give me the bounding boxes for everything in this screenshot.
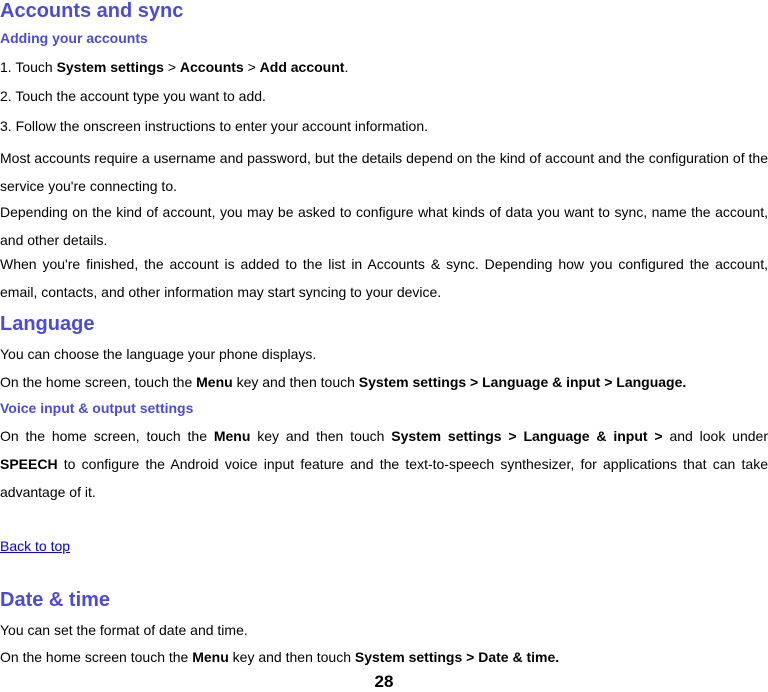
back-to-top-link[interactable]: Back to top — [0, 538, 71, 554]
subsection-title-voice: Voice input & output settings — [0, 400, 194, 416]
datetime-p2-middle: key and then touch — [228, 649, 355, 665]
step-1-suffix: . — [344, 59, 349, 75]
section-title-language: Language — [0, 313, 95, 335]
step-1-separator: > — [243, 59, 260, 75]
datetime-paragraph-2 — [0, 643, 768, 671]
accounts-paragraph-2: Depending on the kind of account, you may be asked to configure what kinds of data you want to sync, name the account, and other details. — [0, 204, 768, 248]
subsection-title-adding-accounts: Adding your accounts — [0, 30, 148, 46]
voice-paragraph — [0, 422, 768, 506]
menu-key-label: Menu — [196, 374, 233, 390]
menu-key-label: Menu — [192, 649, 229, 665]
datetime-paragraph-1: You can set the format of date and time. — [0, 622, 248, 638]
step-1-prefix: 1. Touch — [0, 59, 57, 75]
language-p2-prefix: On the home screen, touch the — [0, 374, 197, 390]
step-1-accounts: Accounts — [179, 59, 244, 75]
language-paragraph-2 — [0, 368, 768, 396]
voice-p-suffix: to configure the Android voice input feature and the text-to-speech synthesizer, for applications that can take advantage of it. — [0, 456, 768, 500]
accounts-paragraph-3: When you're finished, the account is added to the list in Accounts & sync. Depending how you configured the account, email, contacts, and other information may start syncing to your device. — [0, 256, 768, 300]
speech-label: SPEECH — [0, 456, 58, 472]
voice-settings-path: System settings > Language & input > — [391, 428, 663, 444]
voice-p-prefix: On the home screen, touch the — [0, 428, 214, 444]
accounts-paragraph-1: Most accounts require a username and password, but the details depend on the kind of account and the configuration of the service you're connecting to. — [0, 150, 768, 194]
section-title-accounts: Accounts and sync — [0, 0, 184, 22]
step-1 — [0, 53, 768, 81]
page-number: 28 — [374, 672, 394, 691]
step-1-system-settings: System settings — [56, 59, 164, 75]
voice-p-middle: key and then touch — [250, 428, 392, 444]
step-1-separator: > — [163, 59, 180, 75]
menu-key-label: Menu — [213, 428, 251, 444]
step-3: 3. Follow the onscreen instructions to enter your account information. — [0, 118, 428, 134]
language-settings-path: System settings > Language & input > Language. — [358, 374, 687, 390]
datetime-p2-prefix: On the home screen touch the — [0, 649, 193, 665]
language-p2-middle: key and then touch — [232, 374, 359, 390]
voice-p-middle2: and look under — [662, 428, 768, 444]
step-2: 2. Touch the account type you want to add. — [0, 88, 266, 104]
language-paragraph-1: You can choose the language your phone displays. — [0, 346, 317, 362]
section-title-datetime: Date & time — [0, 589, 111, 611]
datetime-settings-path: System settings > Date & time. — [354, 649, 560, 665]
step-1-add-account: Add account — [259, 59, 345, 75]
